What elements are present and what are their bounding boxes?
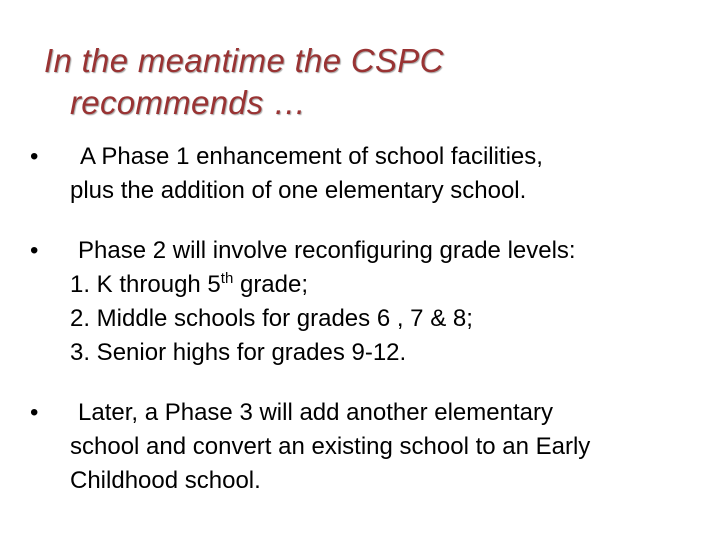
bullet-3-line-2: school and convert an existing school to an Early xyxy=(70,433,591,460)
bullet-1-line-2: plus the addition of one elementary school. xyxy=(70,177,527,204)
sub-item-1-prefix: 1. K through 5 xyxy=(70,271,221,298)
bullet-dot-icon: • xyxy=(30,237,39,264)
bullet-dot-icon: • xyxy=(30,399,39,426)
slide-title-line-1: In the meantime the CSPC xyxy=(44,42,444,79)
sub-item-1-superscript: th xyxy=(220,270,234,287)
bullet-dot-icon: • xyxy=(30,143,39,170)
bullet-list xyxy=(30,140,700,498)
sub-item-3: 3. Senior highs for grades 9-12. xyxy=(70,339,407,366)
bullet-item-phase-3 xyxy=(30,396,700,498)
slide-title xyxy=(44,40,684,124)
bullet-item-phase-1 xyxy=(30,140,700,208)
bullet-2-line-1: Phase 2 will involve reconfiguring grade levels: xyxy=(78,237,576,264)
sub-item-1-suffix: grade; xyxy=(233,271,309,298)
sub-item-1 xyxy=(70,268,700,302)
bullet-3-line-1: Later, a Phase 3 will add another elementary xyxy=(78,399,553,426)
slide-title-line-2: recommends … xyxy=(70,84,307,121)
sub-item-2: 2. Middle schools for grades 6 , 7 & 8; xyxy=(70,305,473,332)
bullet-item-phase-2 xyxy=(30,234,700,370)
bullet-1-line-1: A Phase 1 enhancement of school facilities, xyxy=(80,143,543,170)
bullet-3-line-3: Childhood school. xyxy=(70,467,261,494)
